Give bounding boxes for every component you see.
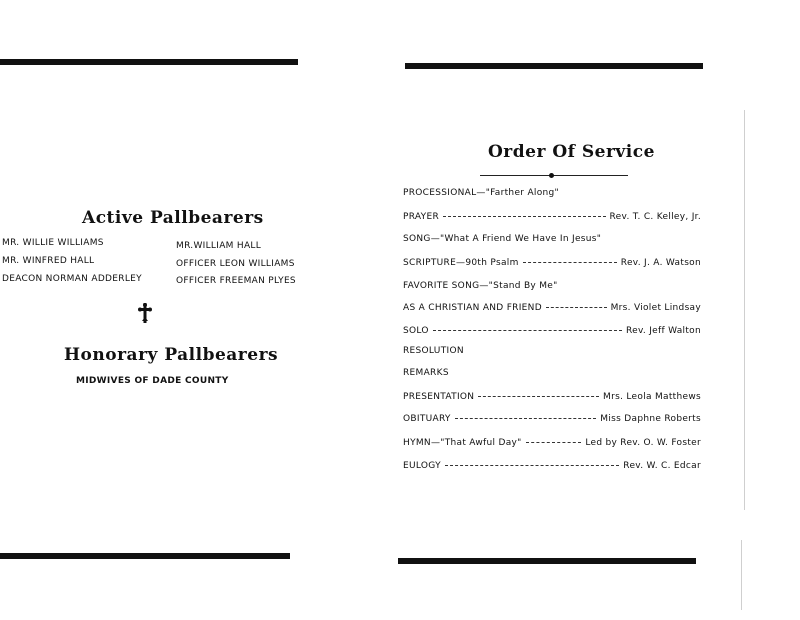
service-item: [403, 461, 701, 475]
title-divider: [480, 175, 628, 176]
service-item-label: OBITUARY: [403, 414, 451, 424]
leader-dots: [478, 396, 599, 397]
leader-dots: [526, 442, 582, 443]
service-item: [403, 303, 701, 317]
leader-dots: [523, 262, 617, 263]
bottom-right-rule: [398, 558, 696, 564]
pallbearer-name: MR. WILLIE WILLIAMS: [2, 238, 104, 248]
service-item-label: AS A CHRISTIAN AND FRIEND: [403, 303, 542, 313]
leader-dots: [455, 418, 597, 419]
top-left-rule: [0, 59, 298, 65]
service-item-person: Rev. T. C. Kelley, Jr.: [609, 212, 701, 222]
cross-icon: [138, 303, 152, 323]
active-pallbearers-title: Active Pallbearers: [82, 208, 264, 228]
honorary-pallbearers-subtitle: MIDWIVES OF DADE COUNTY: [76, 376, 229, 386]
divider-dot: [549, 173, 554, 178]
service-item-label: PROCESSIONAL—"Farther Along": [403, 188, 559, 198]
service-item-label: HYMN—"That Awful Day": [403, 438, 522, 448]
scan-edge-line: [744, 110, 745, 510]
leader-dots: [546, 307, 607, 308]
pallbearer-name: MR.WILLIAM HALL: [176, 241, 262, 251]
service-item-label: SOLO: [403, 326, 429, 336]
bottom-left-rule: [0, 553, 290, 559]
service-item-person: Miss Daphne Roberts: [600, 414, 701, 424]
service-item-label: REMARKS: [403, 368, 449, 378]
service-item-label: PRESENTATION: [403, 392, 475, 402]
pallbearer-name: DEACON NORMAN ADDERLEY: [2, 274, 142, 284]
service-item-person: Rev. J. A. Watson: [620, 258, 701, 268]
service-item: [403, 438, 701, 452]
scan-edge-line-bottom: [741, 540, 742, 610]
service-item: [403, 346, 701, 360]
service-item: [403, 414, 701, 428]
service-item-person: Mrs. Violet Lindsay: [610, 303, 701, 313]
service-item-label: SONG—"What A Friend We Have In Jesus": [403, 234, 602, 244]
service-item-label: RESOLUTION: [403, 346, 464, 356]
pallbearer-name: OFFICER FREEMAN PLYES: [176, 276, 296, 286]
service-item: [403, 212, 701, 226]
leader-dots: [443, 216, 606, 217]
service-item-label: SCRIPTURE—90th Psalm: [403, 258, 519, 268]
service-item-person: Rev. Jeff Walton: [625, 326, 701, 336]
leader-dots: [445, 465, 619, 466]
service-item: [403, 234, 701, 248]
service-item-label: FAVORITE SONG—"Stand By Me": [403, 281, 558, 291]
service-item-label: EULOGY: [403, 461, 441, 471]
pallbearer-name: MR. WINFRED HALL: [2, 256, 95, 266]
service-item-person: Mrs. Leola Matthews: [603, 392, 701, 402]
pallbearer-name: OFFICER LEON WILLIAMS: [176, 259, 295, 269]
service-item: [403, 368, 701, 382]
service-item: [403, 188, 701, 202]
honorary-pallbearers-title: Honorary Pallbearers: [64, 345, 279, 365]
service-item-person: Led by Rev. O. W. Foster: [585, 438, 701, 448]
service-item-person: Rev. W. C. Edcar: [623, 461, 701, 471]
top-right-rule: [405, 63, 703, 69]
order-of-service-title: Order Of Service: [488, 142, 655, 162]
leader-dots: [433, 330, 622, 331]
service-item-label: PRAYER: [403, 212, 440, 222]
service-item: [403, 392, 701, 406]
service-item: [403, 258, 701, 272]
service-item: [403, 326, 701, 340]
service-item: [403, 281, 701, 295]
